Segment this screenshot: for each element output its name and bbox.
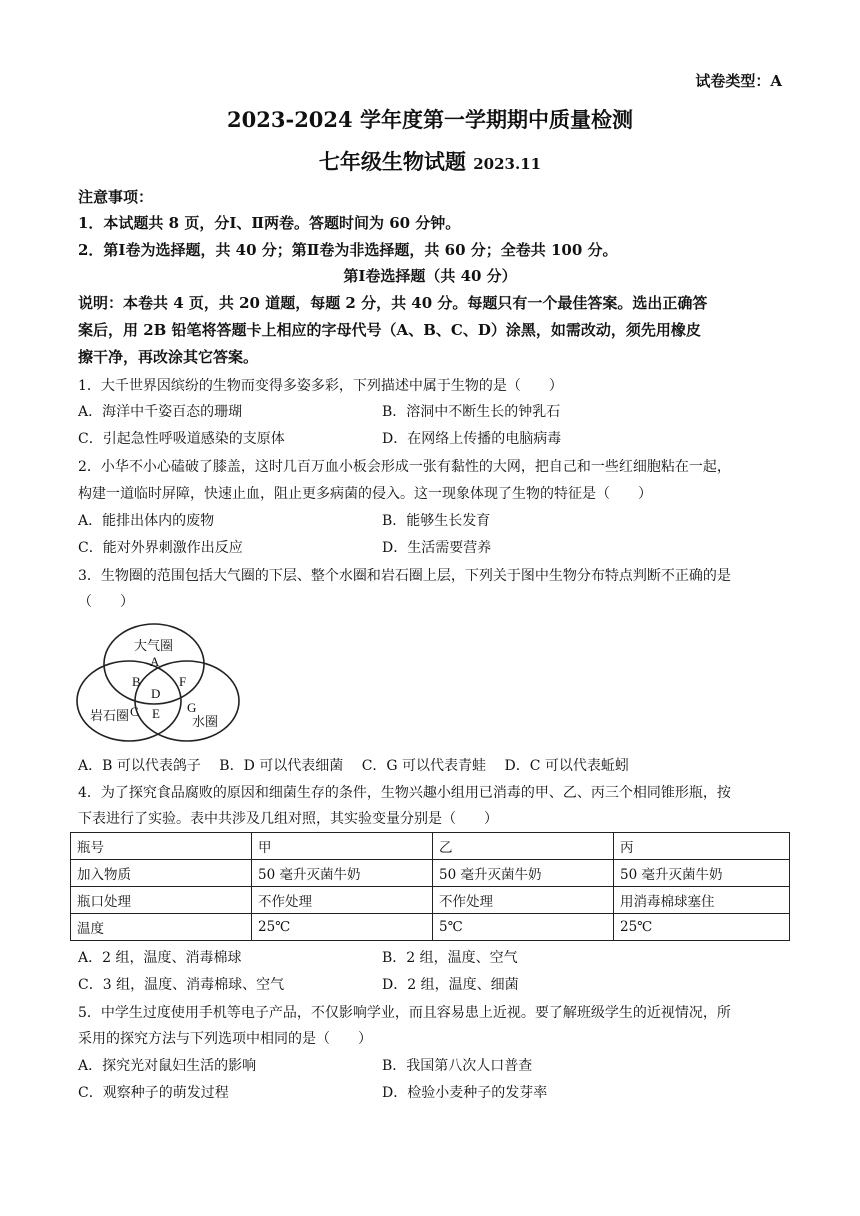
- table-row: [71, 887, 790, 914]
- table-row: [71, 860, 790, 887]
- table-cell: 50 毫升灭菌牛奶: [252, 860, 433, 887]
- q4-stem-line-2: 下表进行了实验。表中共涉及几组对照，其实验变量分别是（ ）: [78, 811, 498, 827]
- q4-option-b: B．2 组，温度、空气: [382, 950, 518, 966]
- table-cell: 用消毒棉球塞住: [614, 887, 790, 914]
- table-cell: 乙: [433, 833, 614, 860]
- exam-subtitle: [0, 146, 860, 176]
- section-1-heading: 第Ⅰ卷选择题（共 40 分）: [343, 267, 517, 285]
- q5-option-b: B．我国第八次人口普查: [382, 1058, 533, 1074]
- q3-stem-line-2: （ ）: [78, 594, 134, 610]
- q2-stem-line-2: 构建一道临时屏障，快速止血，阻止更多病菌的侵入。这一现象体现了生物的特征是（ ）: [78, 486, 652, 502]
- q4-option-c: C．3 组，温度、消毒棉球、空气: [78, 977, 285, 993]
- q4-option-a: A．2 组，温度、消毒棉球: [78, 950, 242, 966]
- table-cell: 50 毫升灭菌牛奶: [433, 860, 614, 887]
- label-e: E: [152, 706, 160, 721]
- table-cell: 25℃: [614, 914, 790, 941]
- experiment-table: [70, 832, 790, 941]
- q2-option-b: B．能够生长发育: [382, 513, 491, 529]
- table-cell: 5℃: [433, 914, 614, 941]
- q2-stem-line-1: 2．小华不小心磕破了膝盖，这时几百万血小板会形成一张有黏性的大网，把自己和一些红细胞粘在一起，: [78, 459, 731, 475]
- q3-options: A．B 可以代表鸽子 B．D 可以代表细菌 C．G 可以代表青蛙 D．C 可以代表蚯蚓: [78, 758, 629, 774]
- q5-option-a: A．探究光对鼠妇生活的影响: [78, 1058, 257, 1074]
- exam-date: 2023.11: [473, 155, 542, 173]
- instructions-line-3: 擦干净，再改涂其它答案。: [78, 348, 259, 366]
- notice-item-2: 2．第Ⅰ卷为选择题，共 40 分；第Ⅱ卷为非选择题，共 60 分；全卷共 100 分。: [78, 241, 618, 259]
- label-g: G: [187, 700, 197, 715]
- table-cell: 瓶号: [71, 833, 252, 860]
- table-cell: 瓶口处理: [71, 887, 252, 914]
- exam-title: 2023-2024 学年度第一学期期中质量检测: [227, 107, 633, 132]
- q1-option-c: C．引起急性呼吸道感染的支原体: [78, 431, 285, 447]
- q4-stem-line-1: 4．为了探究食品腐败的原因和细菌生存的条件，生物兴趣小组用已消毒的甲、乙、丙三个相同锥形瓶，按: [78, 785, 731, 801]
- table-cell: 温度: [71, 914, 252, 941]
- label-c: C: [130, 704, 139, 719]
- label-b: B: [132, 674, 141, 689]
- label-d: D: [151, 686, 161, 701]
- notice-item-1: 1．本试题共 8 页，分Ⅰ、Ⅱ两卷。答题时间为 60 分钟。: [78, 214, 461, 232]
- table-cell: 不作处理: [433, 887, 614, 914]
- table-cell: 50 毫升灭菌牛奶: [614, 860, 790, 887]
- lithosphere-circle: [77, 661, 181, 741]
- q5-stem-line-1: 5．中学生过度使用手机等电子产品，不仅影响学业，而且容易患上近视。要了解班级学生的近视情况，所: [78, 1005, 731, 1021]
- table-cell: 甲: [252, 833, 433, 860]
- q3-stem-line-1: 3．生物圈的范围包括大气圈的下层、整个水圈和岩石圈上层，下列关于图中生物分布特点判断不正确的是: [78, 568, 731, 584]
- biosphere-venn-diagram: [74, 622, 254, 746]
- table-cell: 加入物质: [71, 860, 252, 887]
- q5-option-d: D．检验小麦种子的发芽率: [382, 1085, 548, 1101]
- q1-option-a: A．海洋中千姿百态的珊瑚: [78, 404, 243, 420]
- q1-option-d: D．在网络上传播的电脑病毒: [382, 431, 562, 447]
- table-row: [71, 833, 790, 860]
- label-atmosphere: 大气圈: [134, 638, 174, 653]
- paper-type-label: 试卷类型：A: [695, 72, 782, 90]
- instructions-line-1: 说明：本卷共 4 页，共 20 道题，每题 2 分，共 40 分。每题只有一个最佳答案。选出正确答: [78, 294, 708, 312]
- q4-option-d: D．2 组，温度、细菌: [382, 977, 519, 993]
- table-cell: 丙: [614, 833, 790, 860]
- q2-option-c: C．能对外界刺激作出反应: [78, 540, 243, 556]
- instructions-line-2: 案后，用 2B 铅笔将答题卡上相应的字母代号（A、B、C、D）涂黑，如需改动，须先用橡皮: [78, 321, 701, 339]
- q2-option-a: A．能排出体内的废物: [78, 513, 215, 529]
- q2-option-d: D．生活需要营养: [382, 540, 492, 556]
- q1-stem: 1．大千世界因缤纷的生物而变得多姿多彩，下列描述中属于生物的是（ ）: [78, 378, 563, 394]
- table-cell: 25℃: [252, 914, 433, 941]
- q5-option-c: C．观察种子的萌发过程: [78, 1085, 229, 1101]
- q1-option-b: B．溶洞中不断生长的钟乳石: [382, 404, 561, 420]
- label-a: A: [150, 654, 160, 669]
- subject-title: 七年级生物试题: [318, 149, 466, 174]
- q5-stem-line-2: 采用的探究方法与下列选项中相同的是（ ）: [78, 1031, 372, 1047]
- label-lithosphere: 岩石圈: [90, 708, 130, 723]
- label-f: F: [179, 674, 187, 689]
- label-hydrosphere: 水圈: [192, 714, 219, 729]
- notice-heading: 注意事项：: [78, 188, 154, 206]
- table-row: [71, 914, 790, 941]
- table-cell: 不作处理: [252, 887, 433, 914]
